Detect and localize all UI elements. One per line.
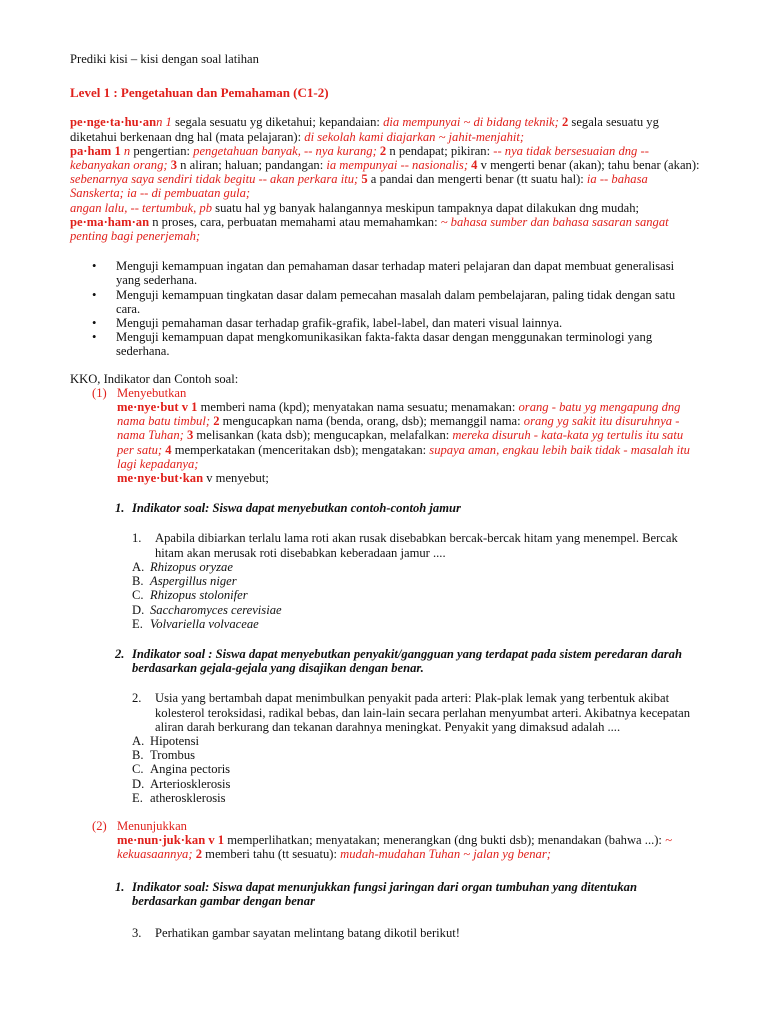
level-heading: Level 1 : Pengetahuan dan Pemahaman (C1-2) [70, 85, 329, 101]
option-e: E. Volvariella volvaceae [132, 616, 259, 631]
headword: pa·ham [70, 143, 112, 158]
document-page [70, 52, 700, 940]
option-d: D. Saccharomyces cerevisiae [132, 602, 282, 617]
dictionary-entry-paham: pa·ham 1 n pengertian: pengetahuan banyak, -- nya kurang; 2 n pendapat; pikiran: -- nya tidak bersesuaian dng -- kebanyakan orang; 3 n aliran; haluan; pandangan: ia mempunyai -- nasionalis; 4 v mengerti benar (akan); tahu benar (akan): sebenarnya saya sendiri tidak begitu -- akan perkara itu; 5 a pandai dan mengerti benar (tt suatu hal): ia -- bahasa Sanskerta; ia -- di pembuatan gula; angan lalu, -- tertumbuk, pb suatu hal yg banyak halangannya meskipun tampaknya dapat dilakukan dng mudah; pe·ma·ham·an n proses, cara, perbuatan memahami atau memahamkan: ~ bahasa sumber dan bahasa sasaran sangat penting bagi penerjemah; [70, 143, 700, 244]
objective-list [70, 259, 700, 358]
question-2: 2. Usia yang bertambah dapat menimbulkan penyakit pada arteri: Plak-plak lemak yang terbentuk akibat kolesterol teroksidasi, radikal bebas, dan lain-lain secara perlahan menyumbat arteri. Akibatnya kecepatan aliran darah berkurang dan tekanan darahnya meningkat. Penyakit yang dimaksud adalah .... [132, 691, 691, 734]
question-3: 3. Perhatikan gambar sayatan melintang batang dikotil berikut! [132, 925, 460, 940]
section-title: Menyebutkan [117, 385, 187, 400]
option-a: A. Rhizopus oryzae [132, 559, 233, 574]
question-1: 1. Apabila dibiarkan terlalu lama roti akan rusak disebabkan bercak-bercak hitam yang menempel. Bercak hitam akan merusak roti disebabkan keberadaan jamur .... [132, 531, 678, 560]
option-a: A. Hipotensi [132, 733, 199, 748]
bullet-icon: • [92, 287, 97, 302]
option-d: D. Arteriosklerosis [132, 776, 231, 791]
bullet-icon: • [92, 330, 97, 345]
headword: pe·nge·ta·hu·an [70, 115, 157, 130]
option-e: E. atherosklerosis [132, 790, 226, 805]
list-item: • Menguji kemampuan ingatan dan pemahaman dasar terhadap materi pelajaran dan dapat membuat generalisasi yang sederhana. [92, 259, 675, 288]
section-title: Menunjukkan [117, 818, 187, 833]
bullet-icon: • [92, 316, 97, 331]
option-c: C. Rhizopus stolonifer [132, 588, 248, 603]
dictionary-entry-menunjukkan: me·nun·juk·kan v 1 memperlihatkan; menyatakan; menerangkan (dng bukti dsb); menandakan (bahwa ...): ~ kekuasaannya; 2 memberi tahu (tt sesuatu): mudah-mudahan Tuhan ~ jalan yg benar; [117, 833, 672, 862]
option-b: B. Trombus [132, 748, 196, 763]
option-b: B. Aspergillus niger [132, 574, 237, 589]
headword: pe·ma·ham·an [70, 214, 150, 229]
kko-heading: KKO, Indikator dan Contoh soal: [70, 371, 239, 386]
document-header: Prediki kisi – kisi dengan soal latihan [70, 52, 259, 66]
bullet-icon: • [92, 259, 97, 274]
dictionary-entry-menyebut: me·nye·but v 1 memberi nama (kpd); menyatakan nama sesuatu; menamakan: orang - batu yg mengapung dng nama batu timbul; 2 mengucapkan nama (benda, orang, dsb); memanggil nama: orang yg sakit itu disuruhnya - nama Tuhan; 3 melisankan (kata dsb); mengucapkan, melafalkan: mereka disuruh - kata-kata yg tertulis itu satu per satu; 4 memperkatakan (menceritakan dsb); mengatakan: supaya aman, engkau lebih baik tidak - masalah itu lagi kepadanya; me·nye·but·kan v menyebut; [117, 400, 690, 486]
pos: n 1 [156, 115, 172, 130]
indicator-1: 1. Indikator soal: Siswa dapat menyebutkan contoh-contoh jamur [115, 501, 461, 516]
dictionary-entry-pengetahuan: pe·nge·ta·hu·ann 1 segala sesuatu yg diketahui; kepandaian: dia mempunyai ~ di bidang teknik; 2 segala sesuatu yg diketahui berkenaan dng hal (mata pelajaran): di sekolah kami diajarkan ~ jahit-menjahit; [70, 115, 659, 144]
list-item: • Menguji kemampuan tingkatan dasar dalam pemecahan masalah dalam pembelajaran, paling tidak dengan satu cara. [92, 287, 676, 316]
list-item: • Menguji kemampuan dapat mengkomunikasikan fakta-fakta dasar dengan menggunakan terminologi yang sederhana. [92, 330, 653, 359]
indicator-2: 2. Indikator soal : Siswa dapat menyebutkan penyakit/gangguan yang terdapat pada sistem peredaran darah berdasarkan gejala-gejala yang disajikan dengan benar. [115, 646, 682, 676]
headword: me·nun·juk·kan [117, 833, 206, 848]
indicator-3: 1. Indikator soal: Siswa dapat menunjukkan fungsi jaringan dari organ tumbuhan yang ditentukan berdasarkan gambar dengan benar [115, 879, 637, 908]
section-menyebutkan: (1) Menyebutkan [92, 385, 187, 400]
headword: me·nye·but·kan [117, 471, 204, 486]
option-c: C. Angina pectoris [132, 762, 231, 777]
list-item: • Menguji pemahaman dasar terhadap grafik-grafik, label-label, dan materi visual lainnya. [92, 316, 563, 331]
question-1-options [70, 560, 700, 631]
headword: me·nye·but [117, 400, 179, 415]
section-menunjukkan: (2) Menunjukkan [92, 818, 187, 833]
question-2-options [70, 734, 700, 805]
